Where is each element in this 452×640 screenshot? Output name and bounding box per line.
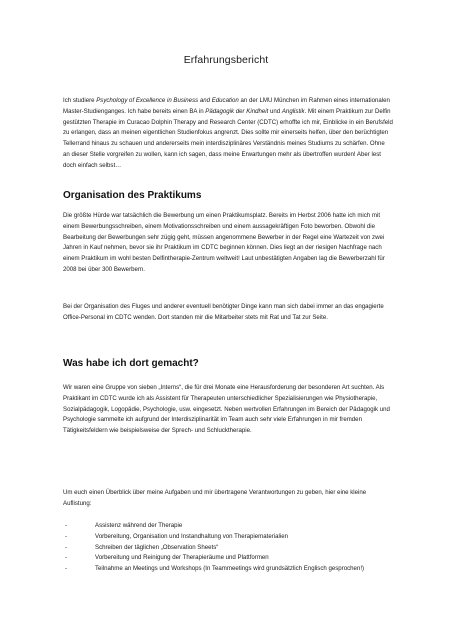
intro-paragraph: Ich studiere Psychology of Excellence in Business and Education an der LMU München im Rahmen eines internationalen Master-Studienganges. Ich habe bereits einen BA in Pädagogik der Kindheit und Anglistik. Mit einem Praktikum zur Delfin gestützten Therapie im Curacao Dolphin Therapy and Research Center (CDTC) erhoffte ich mir, Einblicke in ein Berufsfeld zu erlangen, dass an meinen eigentlichen Studienfokus angrenzt. Dies sollte mir einerseits helfen, über den berüchtigten Tellerrand hinaus zu schauen und andererseits mein interdisziplinäres Verständnis meines Studiums zu schärfen. Ohne an dieser Stelle vorgreifen zu wollen, kann ich sagen, dass meine Erwartungen mehr als übertroffen wurden! Aber lest doch einfach selbst… — [63, 97, 393, 169]
list-item: - Teilnahme an Meetings und Workshops (In Teammeetings wird grundsätzlich Englisch gesprochen!) — [63, 564, 393, 575]
list-item: - Assistenz während der Therapie — [63, 521, 393, 532]
bullet-dash: - — [65, 565, 68, 573]
document-title: Erfahrungsbericht — [183, 54, 269, 66]
list-item: - Vorbereitung und Reinigung der Therapieräume und Plattformen — [63, 553, 393, 564]
activities-paragraph-1: Wir waren eine Gruppe von sieben „Interns“, die für drei Monate eine Herausforderung der besonderen Art suchten. Als Praktikant im CDTC wurde ich als Assistent für Therapeuten unterschiedlicher Spezialisierungen wie Physiotherapie, Sozialpädagogik, Logopädie, Psychologie, usw. eingesetzt. Neben wertvollen Erfahrungen im Bereich der Pädagogik und Psychologie sammelte ich aufgrund der Interdisziplinarität im Team auch sehr viele Erfahrungen in mir fremden Tätigkeitsfeldern wie beispielsweise der Sprech- und Schlucktherapie. — [63, 384, 390, 435]
degree-italic: Pädagogik der Kindheit — [205, 107, 269, 115]
list-item: - Vorbereitung, Organisation und Instandhaltung von Therapiematerialien — [63, 532, 393, 543]
activities-paragraph-2: Um euch einen Überblick über meine Aufgaben und mir übertragene Verantwortungen zu geben, hier eine kleine Auflistung: — [63, 489, 367, 507]
bullet-dash: - — [65, 522, 68, 529]
section-heading-activities: Was habe ich dort gemacht? — [63, 358, 199, 369]
list-item: - Schreiben der täglichen „Observation Sheets“ — [63, 543, 393, 554]
organisation-paragraph-1: Die größte Hürde war tatsächlich die Bewerbung um einen Praktikumsplatz. Bereits im Herbst 2006 hatte ich mich mit einem Bewerbungsschreiben, einem Motivationsschreiben und einem aussagekräftigen Foto beworben. Obwohl die Bearbeitung der Bewerbungen sehr zügig geht, müssen angenommene Bewerber in der Regel eine Wartezeit von zwei Jahren in Kauf nehmen, bevor sie ihr Praktikum im CDTC beginnen können. Dies liegt an der riesigen Nachfrage nach einem Praktikum im wohl besten Delfintherapie-Zentrum weltweit! Laut unbestätigten Angaben lag die Bewerberzahl für 2008 bei über 300 Bewerbern. — [63, 212, 385, 273]
bullet-dash: - — [65, 543, 68, 551]
section-heading-organisation: Organisation des Praktikums — [63, 190, 202, 201]
organisation-paragraph-2: Bei der Organisation des Fluges und anderer eventuell benötigter Dinge kann man sich dabei immer an das engagierte Office-Personal im CDTC wenden. Dort standen mir die Mitarbeiter stets mit Rat und Tat zur Seite. — [63, 303, 384, 321]
degree-italic: Anglistik — [281, 107, 305, 115]
degree-italic: Psychology of Excellence in Business and Education — [96, 97, 239, 104]
bullet-dash: - — [65, 532, 68, 540]
bullet-dash: - — [65, 554, 68, 562]
task-list — [63, 521, 393, 575]
